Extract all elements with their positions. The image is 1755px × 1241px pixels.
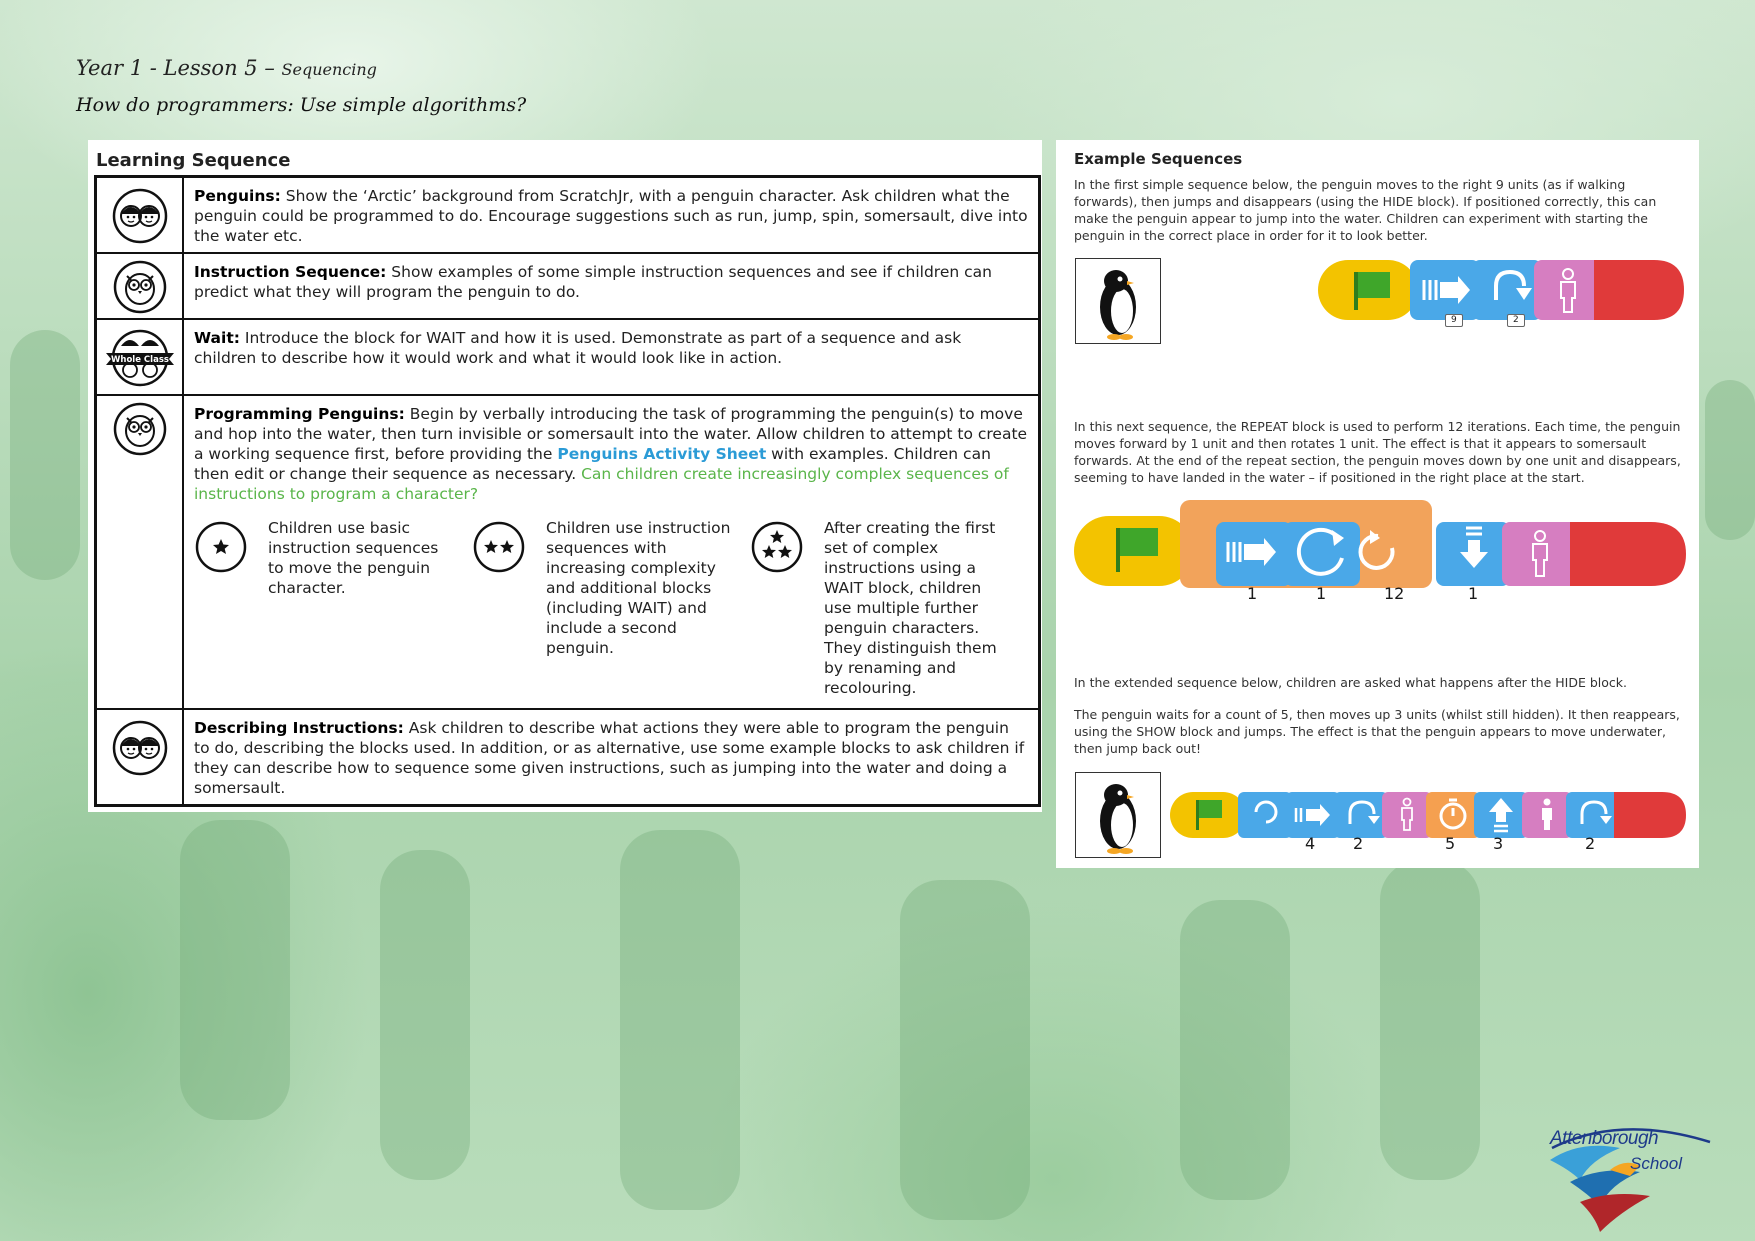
example-paragraph-3: In the extended sequence below, children are asked what happens after the HIDE block. xyxy=(1074,675,1627,690)
describing-row-text xyxy=(183,709,1040,806)
level-1 xyxy=(194,518,472,698)
row-text: Ask children to describe what actions they were able to program the penguin to do, describing the blocks used. In addition, or as alternative, use some example blocks to ask children if they can describe how to sequence some given instructions, such as jumping into the water and doing a somersault. xyxy=(194,719,1025,797)
row-question: Can children create increasingly complex sequences of instructions to program a character? xyxy=(194,465,1009,503)
whole-class-icon xyxy=(103,326,177,390)
penguins-row-text xyxy=(183,177,1040,254)
learning-sequence-panel xyxy=(88,140,1042,812)
sequence-3-svg xyxy=(1170,790,1686,840)
row-text-continued: with examples. Children can then edit or change their sequence as necessary. xyxy=(194,445,991,483)
table-row xyxy=(96,253,1040,319)
sequence-2-svg xyxy=(1074,498,1686,590)
level-3-text: After creating the first set of complex instructions using a WAIT block, children use multiple further penguin characters. They distinguish them by renaming and recolouring. xyxy=(824,519,997,697)
jump-count: 2 xyxy=(1507,314,1525,327)
level-2-text: Children use instruction sequences with increasing complexity and additional blocks (including WAIT) and include a second penguin. xyxy=(546,519,731,657)
row-title: Penguins: xyxy=(194,187,281,205)
penguin-sprite xyxy=(1075,258,1161,344)
wait-count: 5 xyxy=(1445,834,1456,853)
example-paragraph-4: The penguin waits for a count of 5, then moves up 3 units (whilst still hidden). It then reappears, using the SHOW block and jumps. The effect is that the penguin appears to move underwater, then jump back out! xyxy=(1074,707,1680,756)
row-text: Show the ‘Arctic’ background from ScratchJr, with a penguin character. Ask children what the penguin could be programmed to do. Encourage suggestions such as run, jump, spin, somersault, dive into the water etc. xyxy=(194,187,1028,245)
whole-class-icon-cell xyxy=(96,319,184,395)
three-star-icon xyxy=(750,518,810,698)
owl-icon-cell xyxy=(96,395,184,709)
one-star-icon xyxy=(194,518,254,698)
sequence-1-blocks xyxy=(1318,258,1684,325)
table-row xyxy=(96,177,1040,254)
repeat-move-count: 1 xyxy=(1247,584,1258,603)
pair-icon-cell xyxy=(96,709,184,806)
lesson-question: How do programmers: Use simple algorithms? xyxy=(76,94,527,116)
logo-text-line2: School xyxy=(1630,1154,1682,1173)
move-right-count: 9 xyxy=(1445,314,1463,327)
move-up-count: 3 xyxy=(1493,834,1504,853)
owl-icon-cell xyxy=(96,253,184,319)
owl-icon xyxy=(113,260,167,314)
bg-figure-5 xyxy=(1180,900,1290,1200)
owl-icon xyxy=(113,402,167,456)
row-text: Introduce the block for WAIT and how it is used. Demonstrate as part of a sequence and ask children to describe how it would work and what it would look like in action. xyxy=(194,329,962,367)
pair-icon-cell xyxy=(96,177,184,254)
levels xyxy=(194,518,1028,698)
table-row xyxy=(96,319,1040,395)
bg-figure-6 xyxy=(1380,860,1480,1180)
row-title: Describing Instructions: xyxy=(194,719,404,737)
row-title: Programming Penguins: xyxy=(194,405,405,423)
sequence-2-blocks xyxy=(1074,498,1686,603)
bg-figure-4 xyxy=(900,880,1030,1220)
row-title: Instruction Sequence: xyxy=(194,263,387,281)
learning-sequence-table xyxy=(94,175,1041,807)
bg-figure-3 xyxy=(620,830,740,1210)
penguin-sprite xyxy=(1075,772,1161,858)
penguin-icon xyxy=(1076,773,1160,857)
example-paragraph-2: In this next sequence, the REPEAT block is used to perform 12 iterations. Each time, the penguin moves forward by 1 unit and then rotates 1 unit. The effect is that it appears to somersault forwards. At the end of the repeat section, the penguin moves down by one unit and disappears, seeming to have landed in the water – if positioned in the right place at the start. xyxy=(1074,419,1681,485)
level-1-text: Children use basic instruction sequences to move the penguin character. xyxy=(268,519,439,597)
table-row xyxy=(96,709,1040,806)
bg-figure-2 xyxy=(380,850,470,1180)
bg-banner-right xyxy=(1705,380,1755,540)
lesson-title xyxy=(76,56,377,80)
bg-banner-left xyxy=(10,330,80,580)
ext-jump-count: 2 xyxy=(1353,834,1364,853)
example-sequences-panel xyxy=(1056,140,1699,868)
two-star-icon xyxy=(472,518,532,698)
school-logo xyxy=(1540,1120,1725,1240)
instruction-row-text xyxy=(183,253,1040,319)
bg-figure-1 xyxy=(180,820,290,1120)
sequence-3-blocks xyxy=(1170,790,1686,853)
repeat-rotate-count: 1 xyxy=(1316,584,1327,603)
repeat-iterations-count: 12 xyxy=(1384,584,1405,603)
sequence-1-svg xyxy=(1318,258,1684,322)
pair-icon xyxy=(112,188,168,244)
lesson-title-sub: Sequencing xyxy=(281,60,377,79)
ext-jump2-count: 2 xyxy=(1585,834,1596,853)
wait-row-text xyxy=(183,319,1040,395)
row-title: Wait: xyxy=(194,329,240,347)
row-text: Begin by verbally introducing the task of programming the penguin(s) to move and hop into the water, then turn invisible or somersault into the water. Allow children to attempt to create a working sequence first, before providing the xyxy=(194,405,1028,463)
learning-sequence-heading: Learning Sequence xyxy=(96,150,291,171)
whole-class-badge-text: Whole Class xyxy=(110,355,169,365)
programming-row-text xyxy=(183,395,1040,709)
pair-icon xyxy=(112,720,168,776)
row-text: Show examples of some simple instruction sequences and see if children can predict what they will program the penguin to do. xyxy=(194,263,992,301)
move-down-count: 1 xyxy=(1468,584,1479,603)
level-3 xyxy=(750,518,1028,698)
ext-move-count: 4 xyxy=(1305,834,1316,853)
level-2 xyxy=(472,518,750,698)
table-row xyxy=(96,395,1040,709)
penguin-icon xyxy=(1076,259,1160,343)
activity-sheet-link[interactable]: Penguins Activity Sheet xyxy=(557,445,767,463)
example-paragraph-1: In the first simple sequence below, the penguin moves to the right 9 units (as if walking forwards), then jumps and disappears (using the HIDE block). If positioned correctly, this can make the penguin appear to jump into the water. Children can experiment with starting the penguin in the correct place in order for it to look better. xyxy=(1074,177,1657,243)
logo-text-line1: Attenborough xyxy=(1550,1128,1659,1149)
lesson-title-main: Year 1 - Lesson 5 – xyxy=(76,56,275,80)
example-sequences-heading: Example Sequences xyxy=(1074,150,1243,168)
